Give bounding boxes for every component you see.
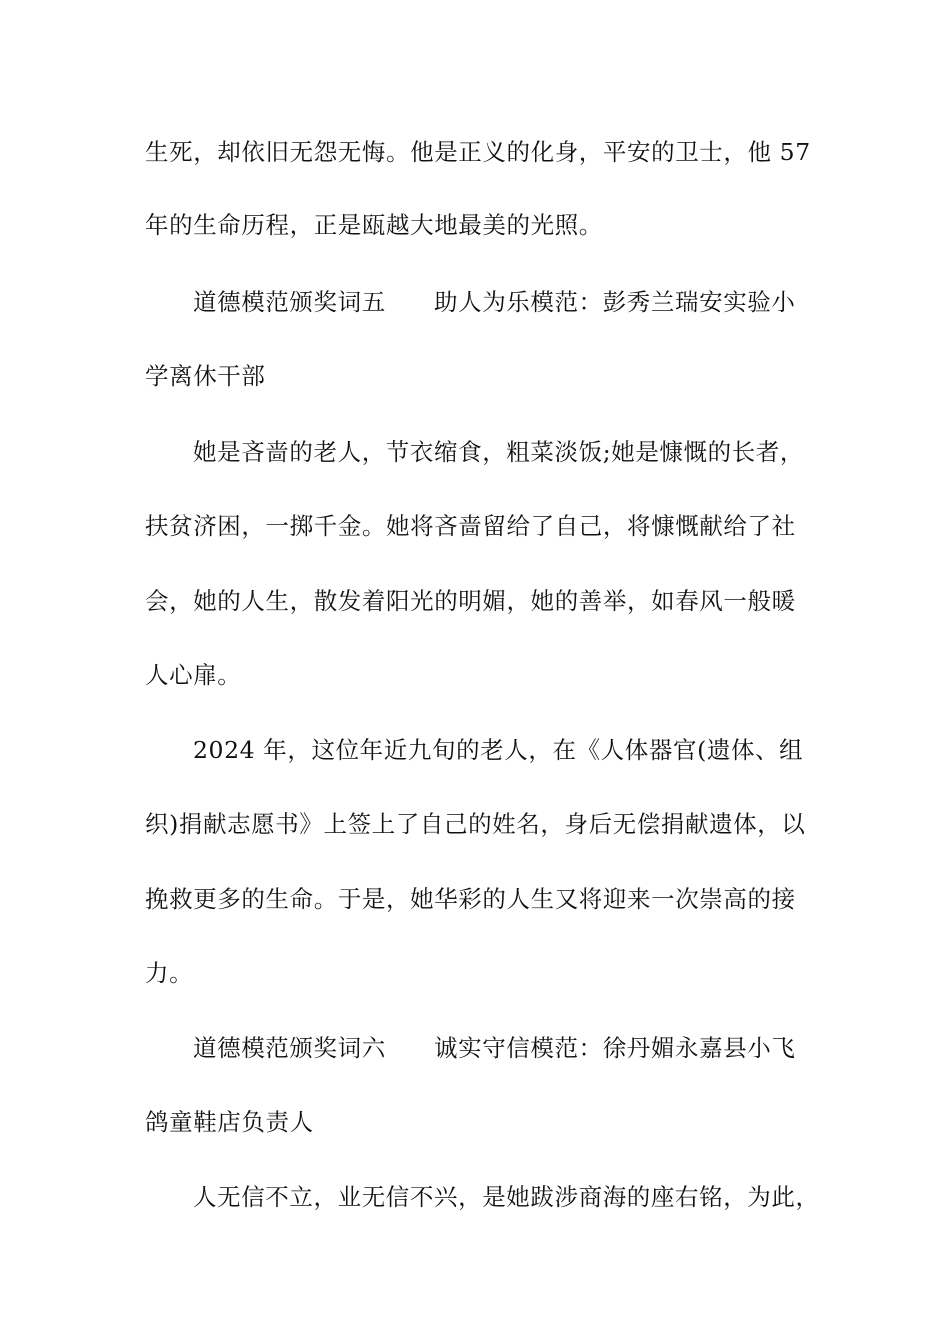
text-line: 扶贫济困，一掷千金。她将吝啬留给了自己，将慷慨献给了社 [145, 512, 796, 540]
text-line: 挽救更多的生命。于是，她华彩的人生又将迎来一次崇高的接 [145, 885, 796, 913]
text-line: 织)捐献志愿书》上签上了自己的姓名，身后无偿捐献遗体，以 [145, 810, 806, 838]
paragraph-start: 她是吝啬的老人，节衣缩食，粗菜淡饭;她是慷慨的长者， [193, 438, 805, 466]
section-heading: 道德模范颁奖词六 诚实守信模范：徐丹媚永嘉县小飞 [193, 1034, 796, 1062]
text-line: 会，她的人生，散发着阳光的明媚，她的善举，如春风一般暖 [145, 587, 796, 615]
section-heading-continued: 学离休干部 [145, 362, 266, 390]
text-line: 年的生命历程，正是瓯越大地最美的光照。 [145, 211, 603, 239]
text-line: 人心扉。 [145, 661, 242, 689]
text-line: 力。 [145, 959, 194, 987]
section-heading-continued: 鸽童鞋店负责人 [145, 1108, 314, 1136]
paragraph-start: 2024 年，这位年近九旬的老人，在《人体器官(遗体、组 [193, 736, 804, 764]
text-line: 生死，却依旧无怨无悔。他是正义的化身，平安的卫士，他 57 [145, 138, 811, 166]
section-heading: 道德模范颁奖词五 助人为乐模范：彭秀兰瑞安实验小 [193, 288, 796, 316]
paragraph-start: 人无信不立，业无信不兴，是她跋涉商海的座右铭，为此， [193, 1183, 820, 1211]
